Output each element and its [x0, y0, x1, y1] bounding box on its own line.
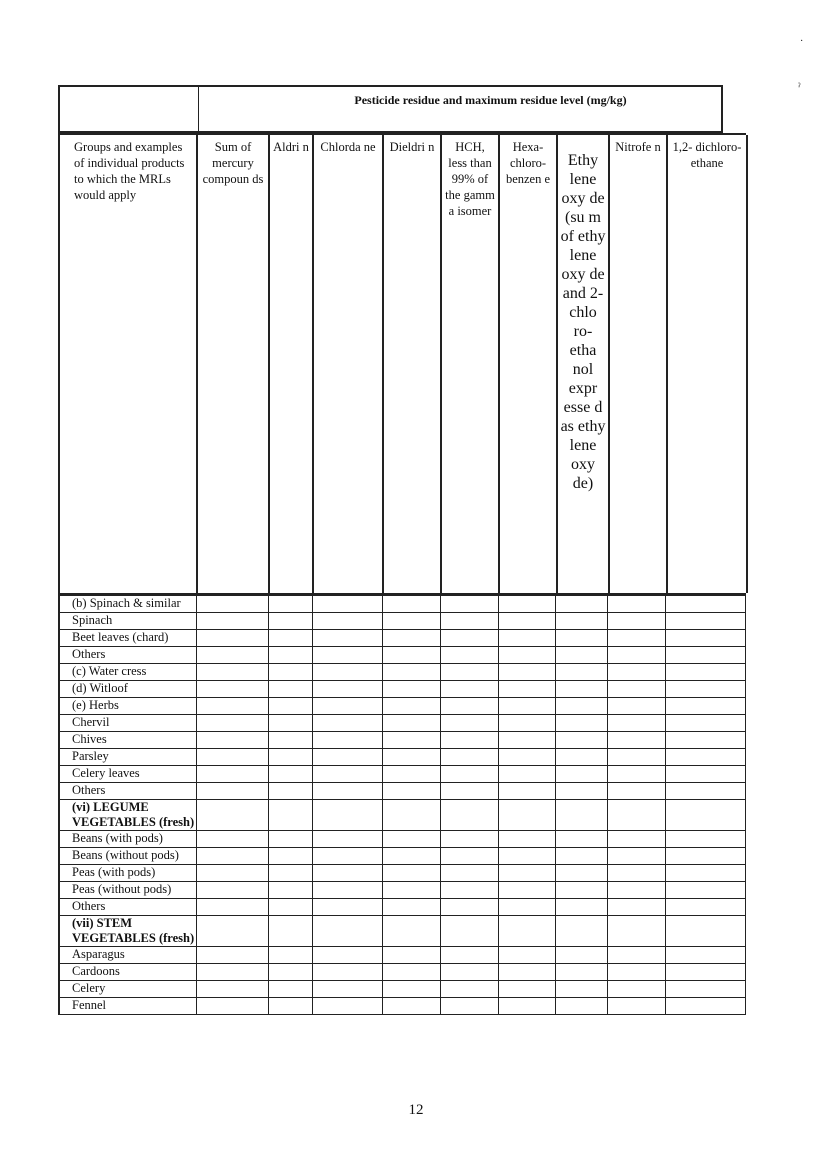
empty-cell [608, 596, 666, 613]
empty-cell [382, 630, 440, 647]
empty-cell [608, 783, 666, 800]
empty-cell [440, 947, 498, 964]
empty-cell [498, 882, 556, 899]
empty-cell [197, 732, 269, 749]
empty-cell [382, 664, 440, 681]
empty-cell [498, 998, 556, 1015]
empty-cell [498, 783, 556, 800]
empty-cell [666, 596, 746, 613]
table-row [59, 664, 746, 681]
empty-cell [197, 981, 269, 998]
empty-cell [498, 681, 556, 698]
empty-cell [498, 647, 556, 664]
empty-cell [197, 681, 269, 698]
empty-cell [382, 596, 440, 613]
empty-cell [440, 630, 498, 647]
row-label: (c) Water cress [59, 664, 197, 681]
empty-cell [556, 698, 608, 715]
table-row [59, 613, 746, 630]
empty-cell [382, 732, 440, 749]
empty-cell [313, 964, 383, 981]
empty-cell [608, 749, 666, 766]
column-header: Ethy lene oxy de (su m of ethy lene oxy de and 2- chlo ro- etha nol expr esse d as ethy lene oxy de) [558, 135, 610, 593]
empty-cell [382, 647, 440, 664]
table-row [59, 831, 746, 848]
empty-cell [269, 947, 313, 964]
empty-cell [608, 800, 666, 831]
empty-cell [556, 964, 608, 981]
row-label: Peas (with pods) [59, 865, 197, 882]
empty-cell [269, 732, 313, 749]
empty-cell [313, 831, 383, 848]
column-header: 1,2- dichloro- ethane [668, 135, 748, 593]
empty-cell [556, 882, 608, 899]
row-label: Others [59, 647, 197, 664]
table-row [59, 964, 746, 981]
empty-cell [440, 732, 498, 749]
empty-cell [556, 916, 608, 947]
empty-cell [197, 613, 269, 630]
empty-cell [556, 596, 608, 613]
empty-cell [666, 715, 746, 732]
empty-cell [269, 715, 313, 732]
empty-cell [313, 630, 383, 647]
row-label: (vi) LEGUME VEGETABLES (fresh) [59, 800, 197, 831]
row-label: Chervil [59, 715, 197, 732]
empty-cell [556, 783, 608, 800]
table-row [59, 698, 746, 715]
table-row [59, 916, 746, 947]
empty-cell [666, 848, 746, 865]
empty-cell [556, 715, 608, 732]
empty-cell [440, 613, 498, 630]
column-header: Dieldri n [384, 135, 442, 593]
table-row [59, 865, 746, 882]
table-row [59, 732, 746, 749]
empty-cell [440, 981, 498, 998]
empty-cell [440, 916, 498, 947]
empty-cell [608, 613, 666, 630]
empty-cell [666, 964, 746, 981]
empty-cell [269, 998, 313, 1015]
empty-cell [440, 749, 498, 766]
empty-cell [269, 865, 313, 882]
table-row [59, 800, 746, 831]
table-row [59, 998, 746, 1015]
empty-cell [269, 981, 313, 998]
empty-cell [269, 613, 313, 630]
empty-cell [313, 664, 383, 681]
row-label: (d) Witloof [59, 681, 197, 698]
empty-cell [556, 947, 608, 964]
row-label: Parsley [59, 749, 197, 766]
empty-cell [382, 848, 440, 865]
empty-cell [197, 848, 269, 865]
empty-cell [382, 681, 440, 698]
empty-cell [608, 647, 666, 664]
empty-cell [608, 981, 666, 998]
column-header: Aldri n [270, 135, 314, 593]
empty-cell [608, 831, 666, 848]
empty-cell [666, 647, 746, 664]
empty-cell [608, 865, 666, 882]
empty-cell [269, 647, 313, 664]
column-header: Nitrofe n [610, 135, 668, 593]
empty-cell [666, 766, 746, 783]
empty-cell [608, 698, 666, 715]
empty-cell [666, 698, 746, 715]
empty-cell [313, 800, 383, 831]
empty-cell [608, 664, 666, 681]
empty-cell [313, 783, 383, 800]
table-row [59, 882, 746, 899]
empty-cell [498, 848, 556, 865]
empty-cell [666, 783, 746, 800]
empty-cell [498, 916, 556, 947]
empty-cell [382, 947, 440, 964]
empty-cell [197, 998, 269, 1015]
empty-cell [556, 613, 608, 630]
empty-cell [498, 800, 556, 831]
row-label: Peas (without pods) [59, 882, 197, 899]
empty-cell [440, 783, 498, 800]
empty-cell [382, 882, 440, 899]
empty-cell [313, 947, 383, 964]
empty-cell [556, 981, 608, 998]
empty-cell [608, 882, 666, 899]
empty-cell [608, 715, 666, 732]
row-label: Celery leaves [59, 766, 197, 783]
table-title-row [58, 85, 723, 133]
empty-cell [666, 630, 746, 647]
table-row [59, 630, 746, 647]
empty-cell [556, 831, 608, 848]
empty-cell [666, 947, 746, 964]
row-label: Beans (with pods) [59, 831, 197, 848]
title-spacer-cell [60, 87, 199, 131]
column-header: Sum of mercury compoun ds [198, 135, 270, 593]
empty-cell [313, 916, 383, 947]
empty-cell [313, 882, 383, 899]
empty-cell [608, 998, 666, 1015]
empty-cell [556, 647, 608, 664]
empty-cell [313, 732, 383, 749]
empty-cell [197, 882, 269, 899]
empty-cell [313, 749, 383, 766]
empty-cell [197, 800, 269, 831]
empty-cell [313, 647, 383, 664]
empty-cell [498, 981, 556, 998]
empty-cell [313, 681, 383, 698]
row-label: Others [59, 899, 197, 916]
empty-cell [666, 981, 746, 998]
empty-cell [440, 998, 498, 1015]
row-label: Asparagus [59, 947, 197, 964]
empty-cell [313, 981, 383, 998]
empty-cell [269, 749, 313, 766]
empty-cell [556, 732, 608, 749]
empty-cell [498, 964, 556, 981]
empty-cell [556, 630, 608, 647]
empty-cell [382, 749, 440, 766]
empty-cell [556, 681, 608, 698]
empty-cell [498, 831, 556, 848]
empty-cell [269, 630, 313, 647]
empty-cell [556, 766, 608, 783]
empty-cell [440, 596, 498, 613]
column-header: Chlorda ne [314, 135, 384, 593]
empty-cell [498, 613, 556, 630]
empty-cell [197, 664, 269, 681]
table-row [59, 766, 746, 783]
empty-cell [440, 882, 498, 899]
empty-cell [269, 783, 313, 800]
empty-cell [440, 681, 498, 698]
empty-cell [313, 766, 383, 783]
empty-cell [382, 766, 440, 783]
empty-cell [666, 613, 746, 630]
empty-cell [382, 715, 440, 732]
empty-cell [440, 698, 498, 715]
table-row [59, 647, 746, 664]
empty-cell [197, 647, 269, 664]
empty-cell [382, 964, 440, 981]
empty-cell [269, 596, 313, 613]
empty-cell [382, 800, 440, 831]
empty-cell [608, 848, 666, 865]
row-label: (b) Spinach & similar [59, 596, 197, 613]
table-row [59, 596, 746, 613]
empty-cell [313, 998, 383, 1015]
empty-cell [382, 899, 440, 916]
empty-cell [440, 647, 498, 664]
empty-cell [666, 664, 746, 681]
empty-cell [197, 947, 269, 964]
empty-cell [498, 766, 556, 783]
empty-cell [197, 698, 269, 715]
row-label: Beans (without pods) [59, 848, 197, 865]
empty-cell [440, 831, 498, 848]
table-row [59, 783, 746, 800]
row-label: Cardoons [59, 964, 197, 981]
empty-cell [382, 613, 440, 630]
table-row [59, 848, 746, 865]
page-number: 12 [408, 1102, 424, 1118]
empty-cell [197, 715, 269, 732]
empty-cell [666, 732, 746, 749]
empty-cell [382, 865, 440, 882]
table-row [59, 981, 746, 998]
table-row [59, 899, 746, 916]
empty-cell [498, 947, 556, 964]
empty-cell [498, 664, 556, 681]
empty-cell [666, 865, 746, 882]
empty-cell [498, 596, 556, 613]
empty-cell [608, 732, 666, 749]
empty-cell [498, 698, 556, 715]
empty-cell [608, 947, 666, 964]
empty-cell [382, 783, 440, 800]
column-header: Groups and examples of individual products to which the MRLs would apply [60, 135, 198, 593]
empty-cell [197, 749, 269, 766]
residue-table [58, 595, 746, 1015]
table-title: Pesticide residue and maximum residue level (mg/kg) [354, 93, 627, 107]
row-label: Others [59, 783, 197, 800]
empty-cell [556, 865, 608, 882]
row-label: (vii) STEM VEGETABLES (fresh) [59, 916, 197, 947]
empty-cell [666, 831, 746, 848]
row-label: Fennel [59, 998, 197, 1015]
empty-cell [498, 732, 556, 749]
empty-cell [666, 749, 746, 766]
empty-cell [197, 865, 269, 882]
empty-cell [269, 681, 313, 698]
empty-cell [440, 865, 498, 882]
empty-cell [197, 630, 269, 647]
empty-cell [269, 848, 313, 865]
table-row [59, 749, 746, 766]
empty-cell [269, 964, 313, 981]
empty-cell [440, 664, 498, 681]
empty-cell [440, 715, 498, 732]
empty-cell [608, 681, 666, 698]
empty-cell [197, 596, 269, 613]
margin-mark: · [800, 36, 804, 47]
empty-cell [666, 998, 746, 1015]
empty-cell [556, 899, 608, 916]
empty-cell [666, 916, 746, 947]
empty-cell [269, 882, 313, 899]
empty-cell [269, 899, 313, 916]
row-label: Spinach [59, 613, 197, 630]
empty-cell [498, 899, 556, 916]
empty-cell [313, 596, 383, 613]
column-header: HCH, less than 99% of the gamm a isomer [442, 135, 500, 593]
column-header: Hexa- chloro- benzen e [500, 135, 558, 593]
row-label: Beet leaves (chard) [59, 630, 197, 647]
empty-cell [313, 865, 383, 882]
empty-cell [382, 698, 440, 715]
row-label: (e) Herbs [59, 698, 197, 715]
empty-cell [440, 848, 498, 865]
margin-mark: ˀ [798, 82, 801, 93]
empty-cell [556, 800, 608, 831]
empty-cell [666, 681, 746, 698]
empty-cell [382, 998, 440, 1015]
empty-cell [197, 831, 269, 848]
empty-cell [269, 916, 313, 947]
table-row [59, 681, 746, 698]
empty-cell [556, 749, 608, 766]
empty-cell [197, 916, 269, 947]
empty-cell [498, 715, 556, 732]
empty-cell [556, 848, 608, 865]
empty-cell [382, 981, 440, 998]
column-header-row [58, 133, 746, 595]
empty-cell [666, 800, 746, 831]
empty-cell [313, 848, 383, 865]
empty-cell [313, 698, 383, 715]
table-row [59, 715, 746, 732]
empty-cell [197, 899, 269, 916]
empty-cell [313, 899, 383, 916]
empty-cell [269, 766, 313, 783]
empty-cell [382, 831, 440, 848]
table-row [59, 947, 746, 964]
empty-cell [440, 800, 498, 831]
empty-cell [382, 916, 440, 947]
empty-cell [269, 664, 313, 681]
empty-cell [608, 630, 666, 647]
empty-cell [666, 899, 746, 916]
empty-cell [440, 899, 498, 916]
empty-cell [269, 831, 313, 848]
row-label: Celery [59, 981, 197, 998]
empty-cell [556, 998, 608, 1015]
empty-cell [197, 964, 269, 981]
empty-cell [608, 964, 666, 981]
empty-cell [666, 882, 746, 899]
empty-cell [269, 698, 313, 715]
empty-cell [313, 715, 383, 732]
empty-cell [498, 749, 556, 766]
empty-cell [313, 613, 383, 630]
empty-cell [498, 630, 556, 647]
empty-cell [197, 766, 269, 783]
empty-cell [608, 916, 666, 947]
empty-cell [197, 783, 269, 800]
empty-cell [498, 865, 556, 882]
empty-cell [556, 664, 608, 681]
empty-cell [440, 766, 498, 783]
empty-cell [440, 964, 498, 981]
row-label: Chives [59, 732, 197, 749]
empty-cell [608, 899, 666, 916]
empty-cell [269, 800, 313, 831]
empty-cell [608, 766, 666, 783]
